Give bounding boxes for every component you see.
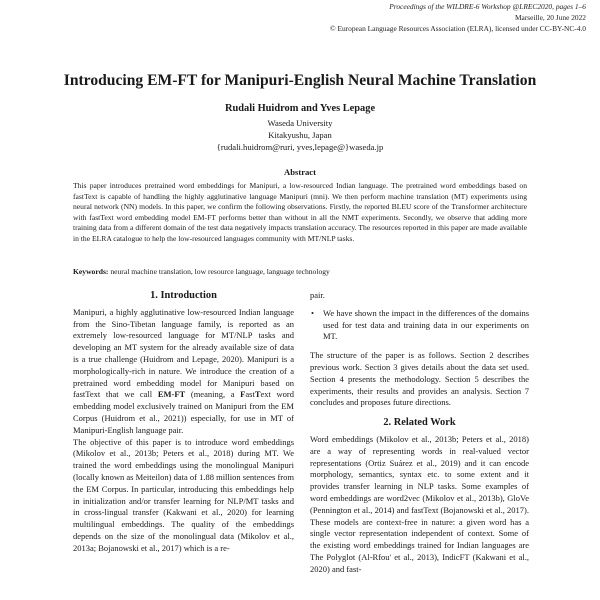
- proceedings-header: [330, 1, 586, 34]
- keywords-label: Keywords:: [73, 267, 109, 276]
- right-column: [310, 290, 529, 576]
- intro-paragraph-2: The objective of this paper is to introduce word embeddings (Mikolov et al., 2013b; Peters et al., 2018) during MT. We trained the word embeddings using the monolingual Manipuri (locally known as Meiteilon) data of 1.88 million sentences from the EM Corpus. In particular, introducing this embeddings help in initialization and/or transfer learning for NLP/MT tasks and in cross-lingual transfer (Kakwani et al., 2020) for learning multilingual embeddings. The quality of the embeddings depends on the size of the monolingual data (Mikolov et al., 2013a; Bojanowski et al., 2017) which is a re-: [73, 436, 294, 553]
- paper-title: Introducing EM-FT for Manipuri-English Neural Machine Translation: [63, 72, 537, 89]
- intro-p1-text: Manipuri, a highly agglutinative low-resourced Indian language from the Sino-Tibetan language family, is reported as an extremely low-resourced language for MT/NLP tasks and developing an MT system for the already available size of data is a true challenge (Huidrom and Lepage, 2020). Manipuri is a morphologically-rich in nature. We introduce the creation of a pretrained word embedding model for Manipuri based on fastText that we call: [73, 306, 294, 400]
- keywords-text: neural machine translation, low resource language, language technology: [110, 267, 330, 276]
- continued-text: pair.: [310, 290, 325, 300]
- email: {rudali.huidrom@ruri, yves,lepage@}waseda.jp: [216, 142, 384, 153]
- venue-date-line: Marseille, 20 June 2022: [514, 13, 586, 22]
- license-line: © European Language Resources Association (ELRA), licensed under CC-BY-NC-4.0: [329, 24, 586, 33]
- authors: Rudali Huidrom and Yves Lepage: [224, 103, 376, 114]
- section-heading-related-work: 2. Related Work: [383, 417, 456, 429]
- keywords: [73, 267, 330, 276]
- university: Waseda University: [267, 118, 333, 128]
- structure-paragraph: The structure of the paper is as follows. Section 2 describes previous work. Section 3 gives details about the data set used. Section 4 presents the methodology. Section 5 describes the experiments, their results and provides an analysis. Section 7 concludes and proposes future directions.: [310, 350, 529, 408]
- left-column: [73, 290, 294, 555]
- intro-p1-mid: (meaning, a: [185, 389, 241, 400]
- location: Kitakyushu, Japan: [268, 130, 332, 141]
- abstract-text: This paper introduces pretrained word embeddings for Manipuri, a low-resourced Indian language. The pretrained word embeddings based on fastText is capable of handling the highly agglutinative language Manipuri (mni). We then perform machine translation (MT) experiments using neural network (NN) models. In this paper, we confirm the following observations. Firstly, the reported BLEU score of the Transformer architecture with fastText word embedding model EM-FT performs better than without in all the NMT experiments. Secondly, we observe that adding more training data from a different domain of the test data negatively impacts translation accuracy. The resources reported in this paper are made available in the ELRA catalogue to help the low-resourced languages community with MT/NLP tasks.: [73, 181, 527, 243]
- intro-p1-after: ext word embedding model exclusively trained on Manipuri from the EM Corpus (Huidrom et al., 2021)) especially, for use in MT of Manipuri-English language pair.: [73, 389, 295, 435]
- intro-p1-bold: EM-FT: [157, 389, 186, 400]
- related-work-paragraph: Word embeddings (Mikolov et al., 2013b; Peters et al., 2018) are a way of representing words in real-valued vector representations (Ortiz Suárez et al., 2019) and it can encode morphology, semantics, syntax etc. to some extent and it provides transfer learning in NLP tasks. Some examples of word embeddings are word2vec (Mikolov et al., 2013b), GloVe (Pennington et al., 2014) and fastText (Bojanowski et al., 2017). These models are context-free in nature: a given word has a single vector representation independent of context. Some of the existing word embeddings trained for Indian languages are The Polyglot (Al-Rfou' et al., 2013), IndicFT (Kakwani et al., 2020) and fast-: [310, 433, 529, 574]
- list-item: [310, 308, 529, 343]
- intro-p1-bold3: T: [254, 389, 261, 400]
- proceedings-line: Proceedings of the WILDRE-6 Workshop @LREC2020, pages 1–6: [389, 2, 586, 11]
- bullet-icon: •: [311, 307, 314, 318]
- bullet-text: We have shown the impact in the differences of the domains used for test data and training data in our experiments on MT.: [323, 307, 529, 342]
- intro-p1-mid2: ast: [245, 389, 255, 400]
- affiliation: [0, 117, 600, 154]
- intro-p1-bold2: F: [240, 389, 246, 400]
- section-heading-introduction: 1. Introduction: [150, 290, 217, 301]
- abstract-heading: Abstract: [284, 167, 316, 177]
- intro-paragraph-1: [73, 307, 294, 437]
